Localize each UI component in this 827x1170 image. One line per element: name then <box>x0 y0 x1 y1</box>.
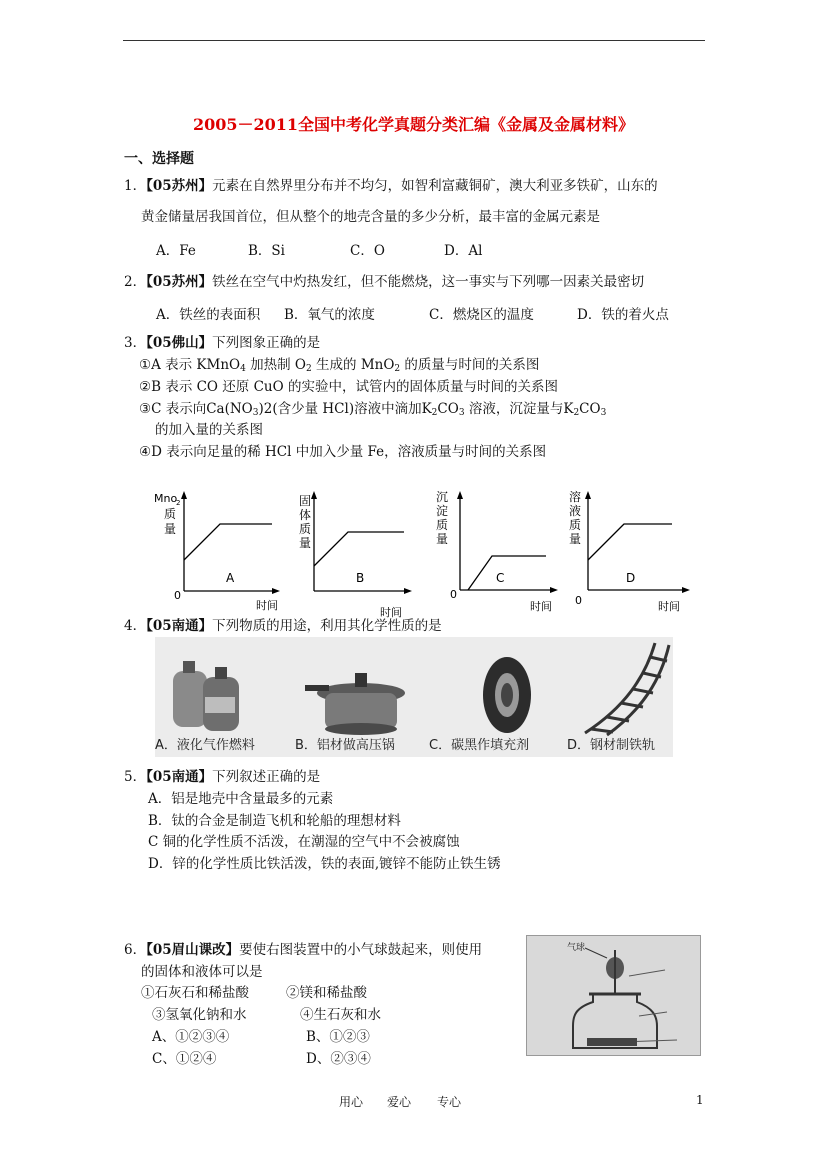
y-label-char-3: 质 <box>436 518 449 532</box>
y-label-char-1: 溶 <box>569 490 582 504</box>
question-text: 下列物质的用途，利用其化学性质的是 <box>212 618 442 634</box>
caption-c: C．碳黑作填充剂 <box>429 738 530 753</box>
y-axis-arrow-icon <box>457 491 463 499</box>
tire-icon <box>483 657 531 733</box>
option-d: D．铁的着火点 <box>577 307 669 323</box>
y-label-char-2: 体 <box>299 508 312 522</box>
origin-label: 0 <box>174 589 181 602</box>
option-d: D．Al <box>444 243 483 259</box>
item-2: ②镁和稀盐酸 <box>286 985 367 1001</box>
question-source: 【05南通】 <box>146 618 213 634</box>
y-label-char-1: 沉 <box>436 490 449 504</box>
x-label: 时间 <box>530 600 552 613</box>
question-text: 下列图象正确的是 <box>212 335 321 351</box>
question-number: 4． <box>124 618 147 634</box>
curve <box>468 556 546 590</box>
option-c: C、①②④ <box>152 1051 217 1067</box>
item-4: ④生石灰和水 <box>300 1007 381 1023</box>
option-c: C．燃烧区的温度 <box>429 307 534 323</box>
x-axis-arrow-icon <box>272 588 280 594</box>
question-5 <box>124 765 320 785</box>
solid-reagent <box>587 1038 637 1046</box>
question-text: 元素在自然界里分布并不均匀，如智利富藏铜矿，澳大利亚多铁矿，山东的 <box>212 178 658 194</box>
question-number: 1． <box>124 178 147 194</box>
caption-d: D．钢材制铁轨 <box>567 738 656 753</box>
question-1-line2: 黄金储量居我国首位，但从整个的地壳含量的多少分析，最丰富的金属元素是 <box>141 209 600 225</box>
y-label-char-2: 液 <box>569 504 582 518</box>
caption-a: A．液化气作燃料 <box>155 738 255 753</box>
item-3: ③氢氧化钠和水 <box>152 1007 247 1023</box>
option-b: B、①②③ <box>306 1029 370 1045</box>
footer-mid: 爱心 <box>387 1095 412 1109</box>
balloon-label: 气球 <box>567 943 586 953</box>
curve <box>588 524 672 560</box>
item-1: ①石灰石和稀盐酸 <box>141 985 249 1001</box>
question-source: 【05苏州】 <box>146 274 213 290</box>
y-label-char-2: 淀 <box>436 504 449 518</box>
option-d: D．锌的化学性质比铁活泼，铁的表面,镀锌不能防止铁生锈 <box>148 856 501 872</box>
y-label-char-3: 质 <box>299 522 312 536</box>
question-number: 5． <box>124 769 147 785</box>
curve <box>314 532 404 566</box>
question-source: 【05佛山】 <box>146 335 213 351</box>
graph-d <box>566 486 696 614</box>
x-axis-arrow-icon <box>404 588 412 594</box>
question-text: 要使右图装置中的小气球鼓起来，则使用 <box>239 942 483 958</box>
question-6-line2: 的固体和液体可以是 <box>141 964 263 980</box>
q4-photo-strip <box>155 637 673 757</box>
question-source: 【05眉山课改】 <box>146 942 240 958</box>
y-label-top: Mno <box>154 492 178 505</box>
y-axis-arrow-icon <box>585 491 591 499</box>
statement-3: ③C 表示向$Ca(NO_3)2$(含少量 HCl)溶液中滴加$K_2CO_3$ 溶液，沉淀量与$K_2CO_3$ <box>139 401 607 418</box>
statement-4: ④D 表示向足量的稀 HCl 中加入少量 Fe，溶液质量与时间的关系图 <box>139 444 547 460</box>
y-label-char-2: 量 <box>164 522 177 536</box>
graph-b <box>296 488 426 618</box>
section-heading: 一、选择题 <box>124 151 194 167</box>
question-1 <box>124 174 658 194</box>
curve <box>184 524 272 560</box>
y-label-sub: 2 <box>176 499 181 507</box>
question-text: 下列叙述正确的是 <box>212 769 321 785</box>
question-3 <box>124 331 320 351</box>
option-c: C 铜的化学性质不活泼，在潮湿的空气中不会被腐蚀 <box>148 834 460 850</box>
question-4 <box>124 614 442 634</box>
footer-right: 专心 <box>437 1095 462 1109</box>
y-label-char-1: 质 <box>164 507 177 521</box>
graph-letter: B <box>356 571 365 585</box>
y-label-char-1: 固 <box>299 494 312 508</box>
graph-letter: A <box>226 571 235 585</box>
x-axis-arrow-icon <box>682 587 690 593</box>
question-source: 【05苏州】 <box>146 178 213 194</box>
graph-letter: C <box>496 571 505 585</box>
graph-a <box>150 488 280 616</box>
option-a: A、①②③④ <box>152 1029 230 1045</box>
y-label-char-4: 量 <box>569 532 582 546</box>
question-source: 【05南通】 <box>146 769 213 785</box>
gas-cylinder-icon <box>173 661 239 731</box>
pressure-cooker-icon <box>305 673 405 735</box>
y-axis-arrow-icon <box>311 491 317 499</box>
label-leader <box>585 948 607 958</box>
statement-3-line2: 的加入量的关系图 <box>155 422 263 438</box>
question-number: 3． <box>124 335 147 351</box>
origin-label: 0 <box>450 588 457 601</box>
option-b: B．钛的合金是制造飞机和轮船的理想材料 <box>148 813 401 829</box>
caption-b: B．铝材做高压锅 <box>295 738 395 753</box>
question-number: 6． <box>124 942 147 958</box>
option-a: A．铁丝的表面积 <box>156 307 261 323</box>
question-2 <box>124 270 644 290</box>
origin-label: 0 <box>575 594 582 607</box>
x-axis-arrow-icon <box>550 587 558 593</box>
footer-left: 用心 <box>339 1095 364 1109</box>
question-6 <box>124 938 482 958</box>
y-label-char-4: 量 <box>299 536 312 550</box>
page-number: 1 <box>696 1093 704 1107</box>
statement-1: ①A 表示 KMnO$_4$ 加热制 $O_2$ 生成的 MnO$_2$ 的质量与时间的关系图 <box>139 357 540 374</box>
option-c: C．O <box>350 243 385 259</box>
option-d: D、②③④ <box>306 1051 371 1067</box>
option-a: A．铝是地壳中含量最多的元素 <box>148 791 334 807</box>
question-text: 铁丝在空气中灼热发红，但不能燃烧，这一事实与下列哪一因素关最密切 <box>212 274 645 290</box>
statement-2: ②B 表示 CO 还原 CuO 的实验中，试管内的固体质量与时间的关系图 <box>139 379 558 395</box>
option-b: B．Si <box>248 243 285 259</box>
y-label-char-4: 量 <box>436 532 449 546</box>
header-rule <box>123 40 705 41</box>
graph-c <box>434 486 564 614</box>
question-number: 2． <box>124 274 147 290</box>
x-label: 时间 <box>256 599 278 612</box>
page-title: 2005－2011全国中考化学真题分类汇编《金属及金属材料》 <box>192 115 635 134</box>
rail-track-icon <box>585 643 669 735</box>
y-axis-arrow-icon <box>181 491 187 499</box>
balloon-apparatus-figure <box>526 935 701 1056</box>
graph-letter: D <box>626 571 636 585</box>
y-label-char-3: 质 <box>569 518 582 532</box>
x-label: 时间 <box>380 606 402 618</box>
option-b: B．氧气的浓度 <box>284 307 375 323</box>
x-label: 时间 <box>658 600 680 613</box>
option-a: A．Fe <box>156 243 196 259</box>
